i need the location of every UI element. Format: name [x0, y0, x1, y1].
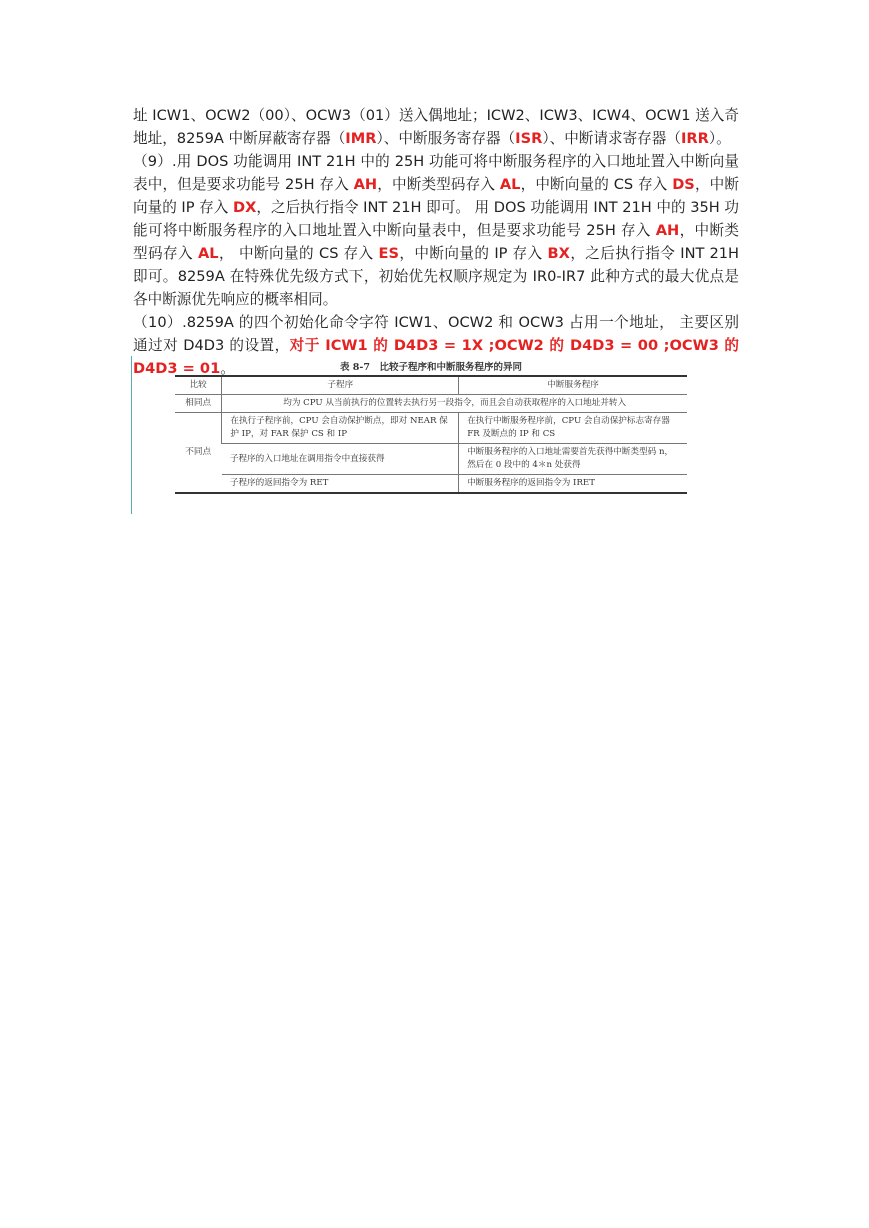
- highlighted-answer: ISR: [515, 130, 543, 147]
- document-body: [133, 104, 739, 380]
- comparison-table: [175, 375, 687, 494]
- text-run: ，中断类型码存入: [133, 222, 739, 262]
- highlighted-answer: DS: [672, 176, 695, 193]
- text-run: ，中断向量的 IP 存入: [399, 245, 548, 262]
- paragraph-dos-int21h: [133, 150, 739, 311]
- text-run: ，之后执行指令 INT 21H 即可。 用 DOS 功能调用 INT 21H 中的 35H 功能可将中断服务程序的入口地址置入中断向量表中，但是要求功能号 25H 存入: [133, 199, 739, 239]
- text-run: 。: [220, 360, 235, 377]
- highlighted-answer: 对于 ICW1 的 D4D3 = 1X ;OCW2 的 D4D3 = 00 ;OCW3 的 D4D3 = 01: [133, 337, 740, 377]
- text-run: ，中断向量的 CS 存入: [520, 176, 673, 193]
- text-run: ， 中断向量的 CS 存入: [218, 245, 379, 262]
- highlighted-answer: AL: [499, 176, 521, 193]
- text-run: ）、中断服务寄存器（: [376, 130, 516, 147]
- highlighted-answer: BX: [547, 245, 570, 262]
- table-row: [175, 444, 687, 475]
- diff-cell-subroutine: 子程序的入口地址在调用指令中直接获得: [222, 444, 459, 475]
- highlighted-answer: AL: [198, 245, 219, 262]
- highlighted-answer: IMR: [345, 130, 377, 147]
- highlighted-answer: DX: [233, 199, 257, 216]
- text-run: （9）.用 DOS 功能调用 INT 21H 中的 25H 功能可将中断服务程序的入口地址置入中断向量表中，但是要求功能号 25H 存入: [133, 153, 739, 193]
- table-caption: 表 8-7 比较子程序和中断服务程序的异同: [340, 362, 522, 373]
- text-run: ，中断向量的 IP 存入: [133, 176, 739, 216]
- header-compare: 比较: [175, 376, 222, 395]
- table-header-row: [175, 376, 687, 395]
- text-run: （10）.8259A 的四个初始化命令字符 ICW1、OCW2 和 OCW3 占用一个地址， 主要区别通过对 D4D3 的设置，: [133, 314, 739, 354]
- table-row-same: [175, 395, 687, 413]
- diff-cell-isr: 中断服务程序的返回指令为 IRET: [459, 475, 687, 494]
- text-run: ，之后执行指令 INT 21H 即可。8259A 在特殊优先级方式下，初始优先权顺序规定为 IR0-IR7 此种方式的最大优点是各中断源优先响应的概率相同。: [133, 245, 739, 308]
- figure-margin-bar: [131, 356, 132, 514]
- same-text: 均为 CPU 从当前执行的位置转去执行另一段指令，而且会自动获取程序的入口地址并转入: [222, 395, 687, 413]
- header-subroutine: 子程序: [222, 376, 459, 395]
- diff-cell-subroutine: 子程序的返回指令为 RET: [222, 475, 459, 494]
- diff-label: 不同点: [175, 413, 222, 494]
- highlighted-answer: ES: [378, 245, 399, 262]
- diff-cell-subroutine: 在执行子程序前，CPU 会自动保护断点，即对 NEAR 保护 IP，对 FAR 保护 CS 和 IP: [222, 413, 459, 444]
- text-run: ）、中断请求寄存器（: [542, 130, 681, 147]
- comparison-table-figure: [175, 360, 687, 514]
- table-row: [175, 413, 687, 444]
- text-run: ）。: [708, 130, 731, 147]
- text-run: ，中断类型码存入: [377, 176, 500, 193]
- diff-cell-isr: 在执行中断服务程序前，CPU 会自动保护标志寄存器 FR 及断点的 IP 和 CS: [459, 413, 687, 444]
- header-isr: 中断服务程序: [459, 376, 687, 395]
- highlighted-answer: AH: [655, 222, 680, 239]
- text-run: 址 ICW1、OCW2（00）、OCW3（01）送入偶地址；ICW2、ICW3、ICW4、OCW1 送入奇地址，8259A 中断屏蔽寄存器（: [133, 107, 739, 147]
- highlighted-answer: AH: [353, 176, 378, 193]
- table-row: [175, 475, 687, 494]
- same-label: 相同点: [175, 395, 222, 413]
- diff-cell-isr: 中断服务程序的入口地址需要首先获得中断类型码 n，然后在 0 段中的 4＊n 处获得: [459, 444, 687, 475]
- highlighted-answer: IRR: [680, 130, 709, 147]
- paragraph-icw-addresses: [133, 104, 739, 150]
